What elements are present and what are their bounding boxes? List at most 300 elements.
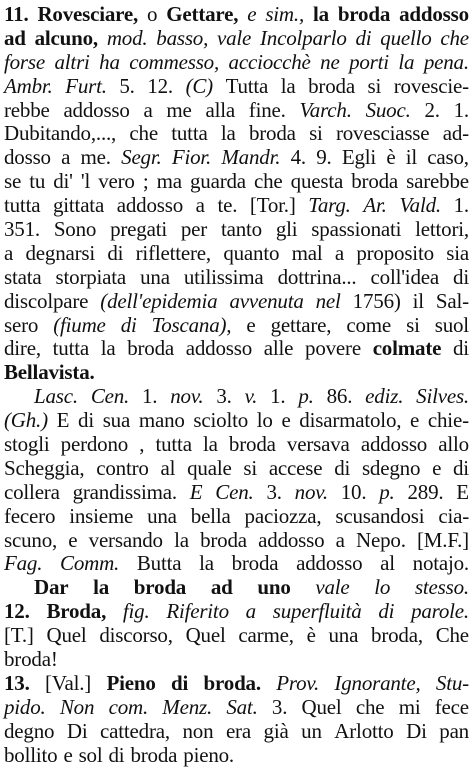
word: riflettere, bbox=[135, 240, 211, 265]
word: basso, bbox=[156, 25, 209, 50]
text-line bbox=[4, 576, 469, 600]
word: 289. bbox=[407, 479, 444, 504]
word: e bbox=[68, 527, 78, 552]
word: (fiume bbox=[53, 312, 106, 337]
word: ha bbox=[99, 49, 120, 74]
word: Furt. bbox=[65, 73, 107, 98]
text-line bbox=[4, 672, 469, 696]
word: alle bbox=[263, 336, 294, 361]
word: Bellavista. bbox=[4, 360, 95, 385]
word: a bbox=[334, 240, 344, 265]
word: se bbox=[4, 169, 22, 194]
word: te. bbox=[217, 193, 238, 218]
word: e bbox=[63, 742, 73, 767]
word: Nepo. bbox=[356, 527, 406, 552]
word: broda bbox=[308, 73, 355, 98]
word: o bbox=[147, 2, 158, 26]
word: 1. bbox=[142, 384, 158, 409]
word: Butta bbox=[136, 551, 182, 576]
word: si bbox=[243, 455, 257, 480]
word: Menz. bbox=[162, 694, 213, 719]
word: si bbox=[406, 312, 420, 337]
word: rovescie- bbox=[393, 73, 469, 98]
word: di bbox=[107, 240, 124, 265]
word: a bbox=[61, 145, 71, 170]
text-line bbox=[4, 481, 469, 505]
word: Fior. bbox=[171, 145, 212, 170]
word: 2. bbox=[424, 97, 440, 122]
word: il bbox=[412, 288, 424, 313]
text-line bbox=[4, 696, 469, 720]
text-line bbox=[4, 3, 469, 27]
word: sero bbox=[4, 312, 39, 337]
text-line bbox=[4, 75, 469, 99]
word: E bbox=[189, 479, 203, 504]
word: mi bbox=[398, 694, 421, 719]
word: tutta bbox=[52, 336, 89, 361]
text-line bbox=[4, 122, 469, 146]
word: 11. bbox=[4, 2, 29, 26]
word: Di bbox=[66, 718, 88, 743]
word: Toscana), bbox=[151, 312, 232, 337]
text-line bbox=[4, 744, 469, 768]
word: Dubitando,..., bbox=[4, 121, 117, 146]
word: sia bbox=[446, 240, 469, 265]
word: Ignorante, bbox=[334, 670, 421, 695]
word: proposito bbox=[356, 240, 434, 265]
word: di bbox=[453, 264, 469, 289]
word: la bbox=[398, 49, 415, 74]
word: Vald. bbox=[399, 193, 441, 218]
word: fecero bbox=[4, 503, 56, 528]
word: al bbox=[380, 551, 395, 576]
word: uno bbox=[257, 575, 291, 600]
word: Pieno bbox=[106, 670, 156, 695]
word: versava bbox=[286, 432, 350, 457]
word: gittata bbox=[52, 193, 105, 218]
word: questa bbox=[290, 169, 344, 194]
word: e bbox=[247, 2, 257, 26]
word: e bbox=[281, 408, 291, 433]
word: degnarsi bbox=[25, 240, 96, 265]
word: ma bbox=[156, 169, 182, 194]
text-line bbox=[4, 600, 469, 624]
word: versando bbox=[88, 527, 163, 552]
word: lettori, bbox=[415, 217, 469, 242]
word: a bbox=[143, 97, 153, 122]
word: degno bbox=[4, 718, 55, 743]
text-line bbox=[4, 170, 469, 194]
word: 86. bbox=[326, 384, 353, 409]
word: la bbox=[220, 121, 236, 146]
word: suol bbox=[434, 312, 469, 337]
text-line bbox=[4, 409, 469, 433]
word: broda bbox=[127, 336, 175, 361]
word: di bbox=[120, 312, 137, 337]
word: sol bbox=[78, 742, 103, 767]
word: colmate bbox=[372, 336, 442, 361]
word: la bbox=[93, 575, 110, 600]
word: commesso, bbox=[129, 49, 220, 74]
word: di bbox=[334, 455, 351, 480]
word: broda bbox=[337, 2, 391, 26]
word: Fag. bbox=[4, 551, 43, 576]
text-line bbox=[4, 99, 469, 123]
word: 10. bbox=[340, 479, 367, 504]
text-line bbox=[4, 27, 469, 51]
word: Ambr. bbox=[4, 73, 53, 98]
word: ne bbox=[320, 49, 340, 74]
word: Quel bbox=[46, 623, 87, 648]
word: perdono bbox=[60, 432, 129, 457]
text-line bbox=[4, 266, 469, 290]
text-line bbox=[4, 505, 469, 529]
word: Lasc. bbox=[34, 384, 78, 409]
word: addosso bbox=[296, 551, 363, 576]
word: chie- bbox=[427, 408, 469, 433]
word: (C) bbox=[185, 73, 213, 98]
word: acciocchè bbox=[228, 49, 311, 74]
text-line bbox=[4, 242, 469, 266]
word: e bbox=[410, 408, 420, 433]
text-line bbox=[4, 385, 469, 409]
text-line bbox=[4, 194, 469, 218]
word: non bbox=[182, 718, 214, 743]
word: alla bbox=[205, 97, 235, 122]
word: Segr. bbox=[121, 145, 162, 170]
word: a bbox=[335, 527, 345, 552]
word: 1. bbox=[270, 384, 286, 409]
word: che bbox=[440, 25, 469, 50]
word: allo bbox=[438, 432, 469, 457]
word: 1756) bbox=[352, 288, 401, 313]
word: Non bbox=[59, 694, 95, 719]
word: [T.] bbox=[4, 623, 34, 648]
word: si bbox=[367, 73, 382, 98]
word: 3. bbox=[271, 694, 288, 719]
word: una bbox=[147, 503, 177, 528]
word: ad- bbox=[442, 121, 469, 146]
word: discorso, bbox=[99, 623, 173, 648]
text-line bbox=[4, 290, 469, 314]
word: la bbox=[174, 527, 189, 552]
word: grandissima. bbox=[72, 479, 177, 504]
word: disarmatolo, bbox=[299, 408, 402, 433]
word: forse bbox=[4, 49, 46, 74]
word: rovesciasse bbox=[335, 121, 430, 146]
word: Dar bbox=[34, 575, 69, 600]
word: paciozza, bbox=[244, 503, 322, 528]
word: insieme bbox=[69, 503, 134, 528]
word: sciolto bbox=[193, 408, 249, 433]
word: stata bbox=[4, 264, 42, 289]
word: [Tor.] bbox=[249, 193, 296, 218]
word: bollito bbox=[4, 742, 58, 767]
text-line bbox=[4, 218, 469, 242]
word: Silves. bbox=[416, 384, 469, 409]
word: gettare, bbox=[270, 312, 332, 337]
word: tutta bbox=[171, 121, 208, 146]
text-line bbox=[4, 648, 469, 672]
word: pan bbox=[439, 718, 469, 743]
word: che bbox=[254, 169, 283, 194]
word: addosso bbox=[258, 527, 325, 552]
word: vero bbox=[98, 169, 135, 194]
word: Cen. bbox=[90, 384, 130, 409]
word: discolpare bbox=[4, 288, 89, 313]
word: di bbox=[378, 599, 395, 624]
word: 13. bbox=[4, 670, 30, 695]
word: Egli bbox=[341, 145, 377, 170]
word: v. bbox=[244, 384, 258, 409]
word: parole. bbox=[411, 599, 469, 624]
word: superfluità bbox=[272, 599, 362, 624]
word: scusandosi bbox=[335, 503, 425, 528]
word: [Val.] bbox=[45, 670, 92, 695]
word: broda bbox=[351, 169, 399, 194]
word: broda bbox=[133, 575, 187, 600]
word: per bbox=[180, 217, 208, 242]
word: pieno. bbox=[183, 742, 234, 767]
word: porti bbox=[349, 49, 389, 74]
word: a bbox=[245, 599, 256, 624]
word: al bbox=[160, 455, 176, 480]
word: tu bbox=[29, 169, 46, 194]
text-line bbox=[4, 51, 469, 75]
word: dire, bbox=[4, 336, 41, 361]
word: stogli bbox=[4, 432, 50, 457]
word: 12. bbox=[4, 599, 30, 624]
word: che bbox=[355, 694, 385, 719]
word: addosso bbox=[63, 97, 130, 122]
word: [M.F.] bbox=[417, 527, 469, 552]
word: Che bbox=[435, 623, 469, 648]
word: Varch. bbox=[299, 97, 352, 122]
text-line bbox=[4, 433, 469, 457]
text-line bbox=[4, 529, 469, 553]
text-line bbox=[4, 146, 469, 170]
word: di bbox=[78, 408, 94, 433]
word: di bbox=[171, 670, 189, 695]
word: nov. bbox=[294, 479, 328, 504]
word: a bbox=[4, 240, 14, 265]
word: fig. bbox=[122, 599, 150, 624]
word: Stu- bbox=[435, 670, 469, 695]
word: tutta bbox=[155, 432, 192, 457]
word: 351. bbox=[4, 217, 40, 242]
word: com. bbox=[108, 694, 149, 719]
word: mano bbox=[138, 408, 185, 433]
word: carme, bbox=[238, 623, 294, 648]
word: Arlotto bbox=[334, 718, 394, 743]
word: la bbox=[280, 73, 296, 98]
word: e bbox=[246, 312, 256, 337]
word: p. bbox=[379, 479, 395, 504]
text-line bbox=[4, 457, 469, 481]
word: 12. bbox=[147, 73, 173, 98]
word: me. bbox=[80, 145, 111, 170]
word: a bbox=[195, 193, 205, 218]
word: Comm. bbox=[60, 551, 120, 576]
word: Sal- bbox=[435, 288, 469, 313]
word: broda bbox=[130, 742, 178, 767]
word: 1. bbox=[453, 97, 469, 122]
word: è bbox=[386, 145, 396, 170]
word: Gettare, bbox=[166, 2, 239, 26]
word: broda, bbox=[371, 623, 423, 648]
word: (dell'epidemia bbox=[100, 288, 218, 313]
word: di bbox=[453, 455, 469, 480]
word: la bbox=[202, 432, 218, 457]
word: 1. bbox=[453, 193, 469, 218]
word: Quel bbox=[301, 694, 342, 719]
word: di bbox=[355, 25, 372, 50]
word: quale bbox=[187, 455, 232, 480]
word: Tutta bbox=[225, 73, 269, 98]
word: collera bbox=[4, 479, 60, 504]
word: un bbox=[301, 718, 322, 743]
word: addosso bbox=[399, 2, 469, 26]
word: utilissima bbox=[183, 264, 264, 289]
word: di bbox=[452, 336, 469, 361]
word: Sat. bbox=[226, 694, 258, 719]
word: avvenuta bbox=[229, 288, 304, 313]
word: Incolparlo bbox=[260, 25, 347, 50]
word: la bbox=[100, 336, 116, 361]
word: addosso bbox=[185, 336, 253, 361]
word: Riferito bbox=[166, 599, 229, 624]
word: il bbox=[405, 145, 418, 170]
word: caso, bbox=[427, 145, 469, 170]
word: E bbox=[456, 479, 469, 504]
word: Di bbox=[406, 718, 427, 743]
word: quello bbox=[380, 25, 432, 50]
word: spassionati bbox=[311, 217, 402, 242]
word: bella bbox=[190, 503, 231, 528]
word: addosso bbox=[116, 193, 183, 218]
word: 'l bbox=[80, 169, 91, 194]
word: notajo. bbox=[412, 551, 469, 576]
word: nel bbox=[315, 288, 341, 313]
word: lo bbox=[374, 575, 391, 600]
word: Rovesciare, bbox=[37, 2, 139, 26]
word: scuno, bbox=[4, 527, 58, 552]
word: rebbe bbox=[4, 97, 50, 122]
word: accese bbox=[268, 455, 323, 480]
text-line bbox=[4, 314, 469, 338]
word: Mandr. bbox=[221, 145, 281, 170]
word: si bbox=[309, 121, 323, 146]
word: fine. bbox=[248, 97, 286, 122]
word: ad bbox=[210, 575, 233, 600]
word: dosso bbox=[4, 145, 51, 170]
word: vale bbox=[217, 25, 252, 50]
word: me bbox=[166, 97, 192, 122]
word: coll'idea bbox=[370, 264, 439, 289]
word: addosso bbox=[360, 432, 428, 457]
word: Cen. bbox=[215, 479, 254, 504]
text-line bbox=[4, 552, 469, 576]
word: la bbox=[199, 551, 214, 576]
word: storpiata bbox=[55, 264, 127, 289]
word: alcuno, bbox=[34, 25, 98, 50]
word: contro bbox=[96, 455, 149, 480]
word: ; bbox=[142, 169, 149, 194]
word: quanto bbox=[223, 240, 280, 265]
word: come bbox=[346, 312, 392, 337]
word: Sono bbox=[53, 217, 97, 242]
word: Prov. bbox=[276, 670, 320, 695]
word: era bbox=[225, 718, 251, 743]
word: cia- bbox=[438, 503, 469, 528]
word: pregati bbox=[110, 217, 167, 242]
word: la bbox=[312, 2, 329, 26]
word: che bbox=[129, 121, 158, 146]
word: ad bbox=[4, 25, 26, 50]
word: tanto bbox=[220, 217, 262, 242]
word: Suoc. bbox=[365, 97, 411, 122]
text-line bbox=[4, 337, 469, 361]
word: di bbox=[108, 742, 125, 767]
word: pido. bbox=[4, 694, 46, 719]
word: broda bbox=[228, 432, 276, 457]
word: Quel bbox=[185, 623, 226, 648]
word: mod. bbox=[106, 25, 148, 50]
word: broda. bbox=[203, 670, 261, 695]
word: Ar. bbox=[363, 193, 387, 218]
word: mal bbox=[291, 240, 323, 265]
word: broda! bbox=[4, 647, 58, 672]
word: dottrina... bbox=[277, 264, 357, 289]
word: , bbox=[139, 432, 145, 457]
word: broda bbox=[200, 527, 247, 552]
word: altri bbox=[54, 49, 90, 74]
word: 5. bbox=[119, 73, 135, 98]
word: una bbox=[328, 623, 359, 648]
word: Targ. bbox=[308, 193, 351, 218]
text-line bbox=[4, 720, 469, 744]
word: ediz. bbox=[365, 384, 404, 409]
dictionary-entry-page bbox=[4, 3, 469, 768]
word: sua bbox=[102, 408, 131, 433]
word: povere bbox=[305, 336, 361, 361]
word: guarda bbox=[189, 169, 246, 194]
word: fece bbox=[434, 694, 469, 719]
word: stesso. bbox=[414, 575, 469, 600]
word: pena. bbox=[423, 49, 469, 74]
text-line bbox=[4, 361, 469, 385]
word: una bbox=[140, 264, 170, 289]
word: gli bbox=[275, 217, 298, 242]
word: Scheggia, bbox=[4, 455, 85, 480]
word: Broda, bbox=[46, 599, 107, 624]
word: p. bbox=[298, 384, 314, 409]
word: sdegno bbox=[361, 455, 421, 480]
word: 3. bbox=[266, 479, 282, 504]
word: 4. bbox=[290, 145, 306, 170]
word: di' bbox=[53, 169, 73, 194]
word: cattedra, bbox=[100, 718, 170, 743]
text-line bbox=[4, 624, 469, 648]
word: vale bbox=[315, 575, 350, 600]
word: lo bbox=[256, 408, 273, 433]
word: nov. bbox=[170, 384, 204, 409]
word: 9. bbox=[316, 145, 332, 170]
word: già bbox=[263, 718, 289, 743]
word: broda bbox=[231, 551, 279, 576]
word: e bbox=[432, 455, 442, 480]
word: sarebbe bbox=[406, 169, 469, 194]
